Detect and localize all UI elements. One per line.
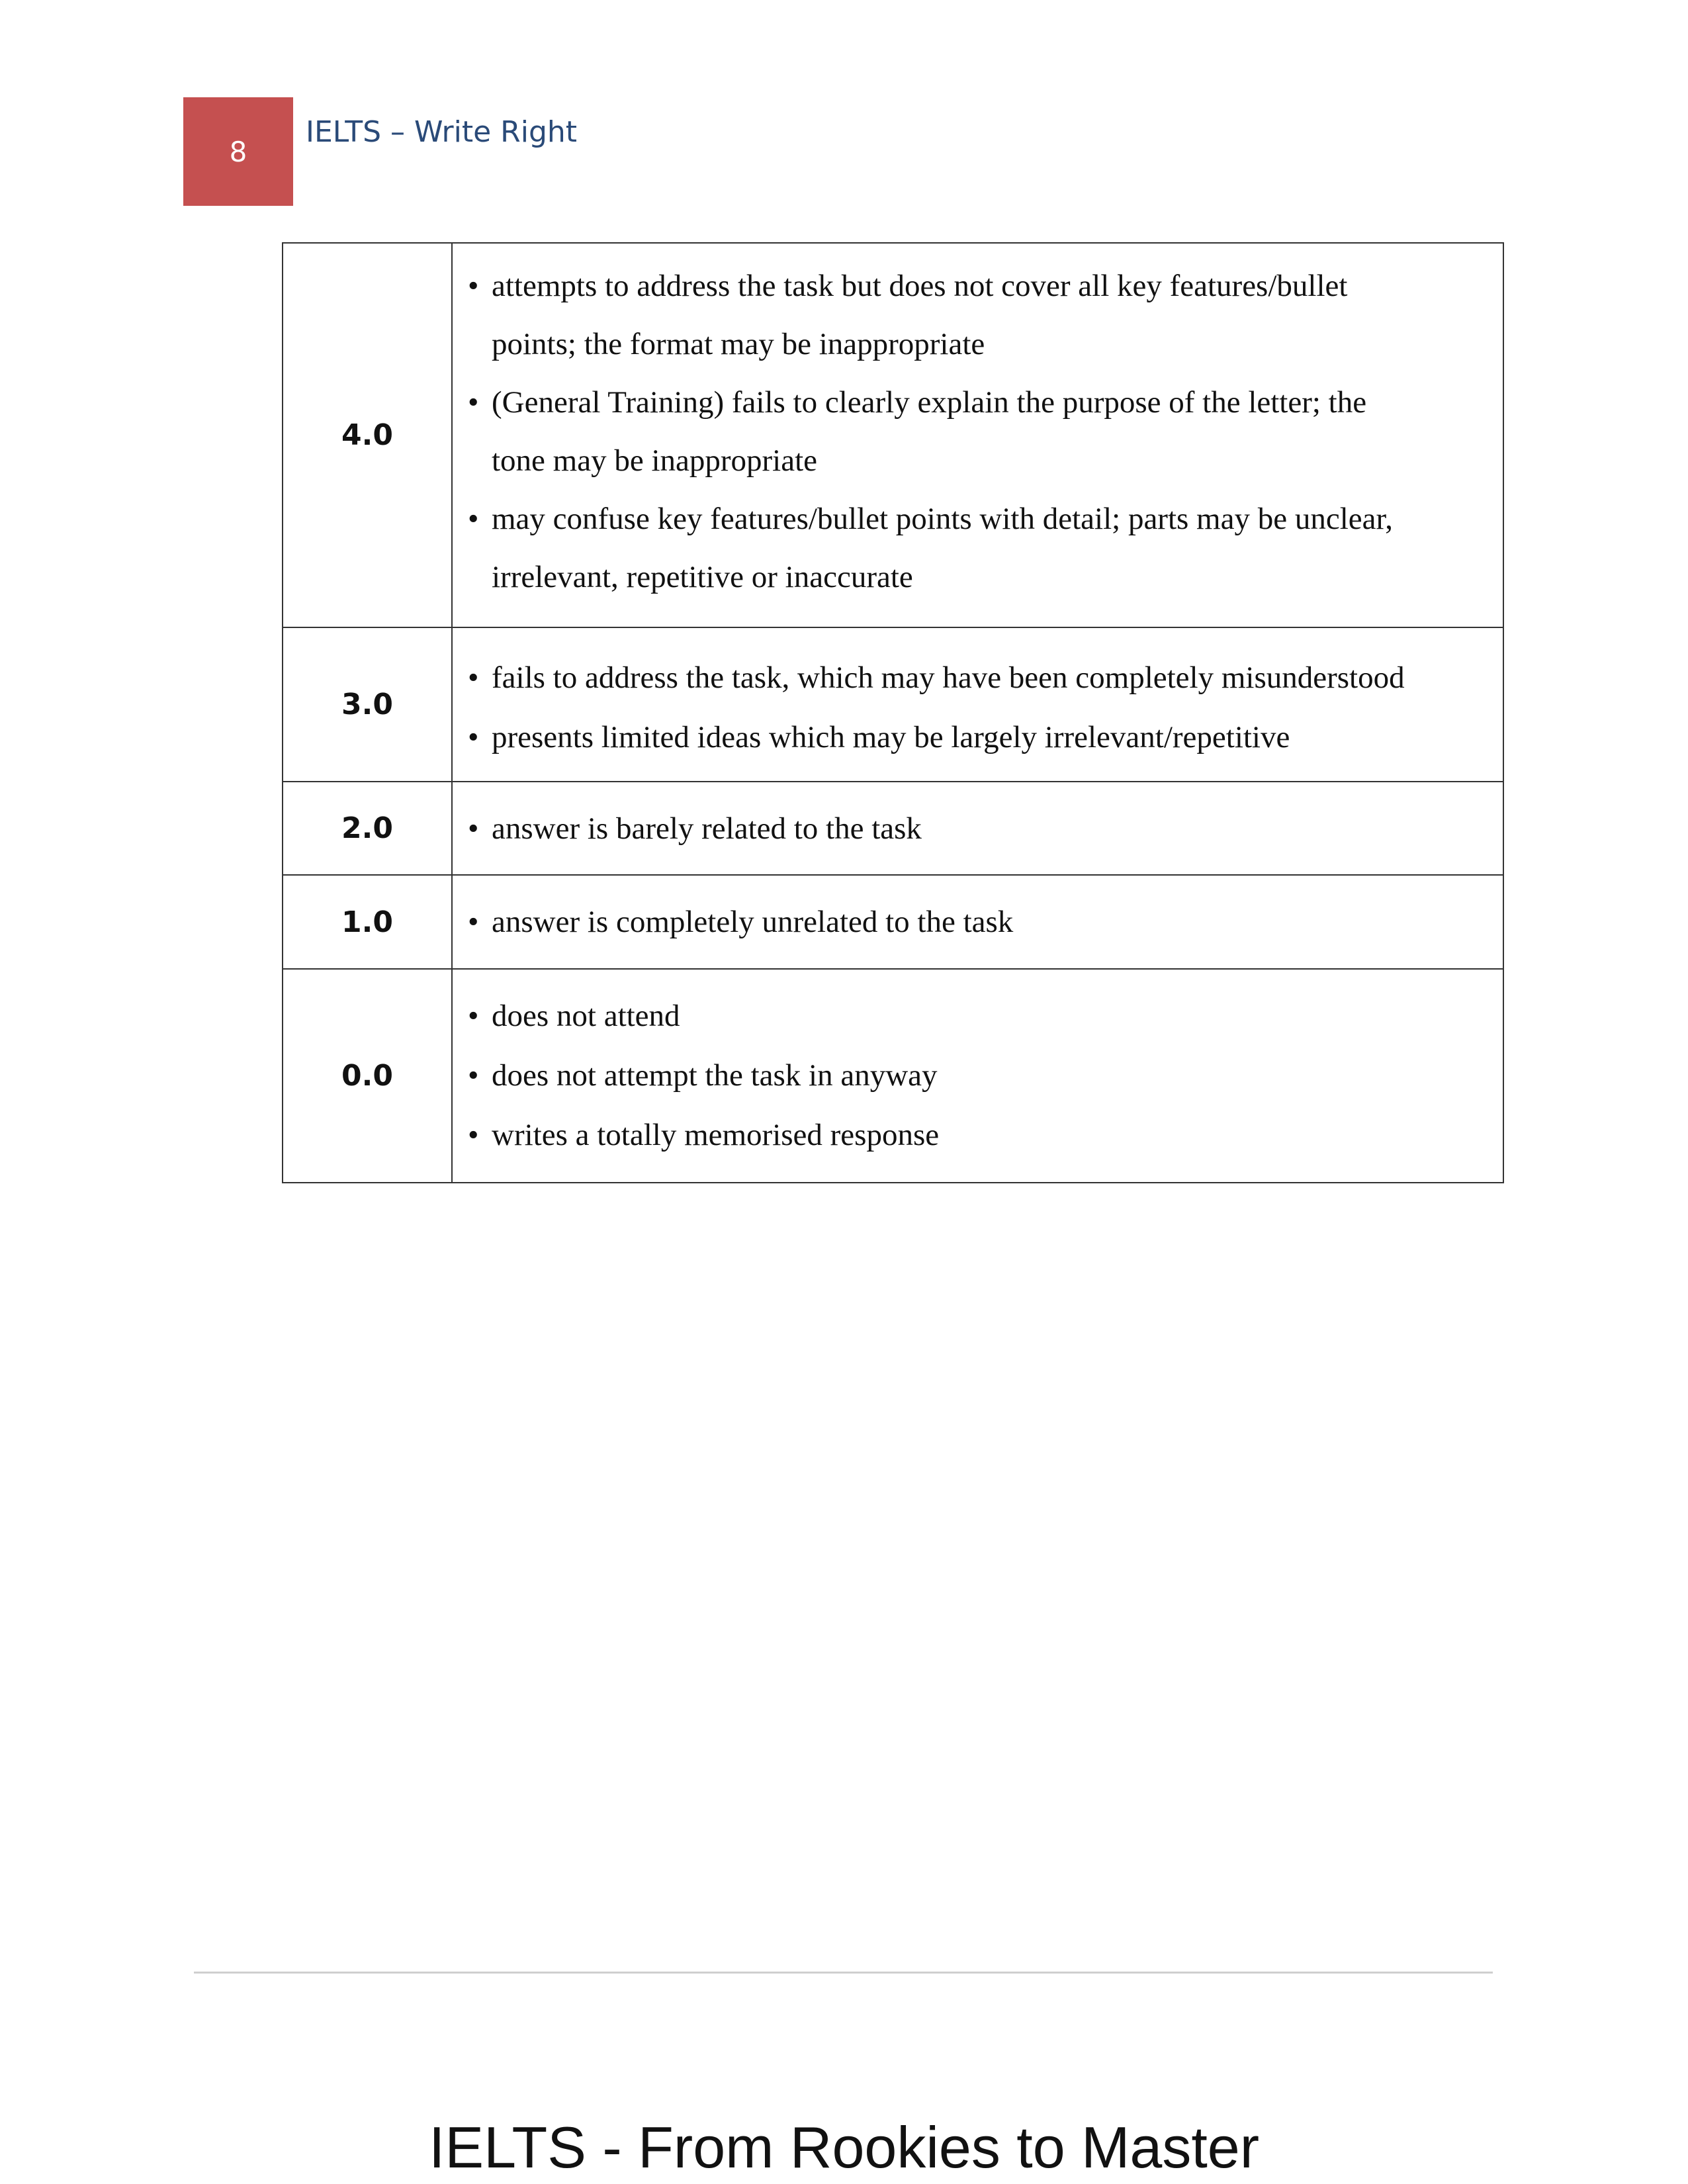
table-row bbox=[283, 875, 1503, 969]
descriptor-text: does not attempt the task in anyway bbox=[492, 1058, 938, 1093]
list-item bbox=[453, 892, 1503, 952]
descriptor-text: answer is barely related to the task bbox=[492, 811, 922, 846]
descriptor-text: writes a totally memorised response bbox=[492, 1118, 940, 1152]
band-score: 2.0 bbox=[283, 782, 452, 875]
bullet-icon: • bbox=[468, 811, 479, 846]
descriptor-text: may confuse key features/bullet points with detail; parts may be unclear, bbox=[492, 502, 1393, 536]
list-item bbox=[453, 257, 1503, 315]
descriptor-text: points; the format may be inappropriate bbox=[492, 327, 985, 361]
band-score: 0.0 bbox=[283, 969, 452, 1183]
page-number: 8 bbox=[229, 135, 247, 168]
bullet-icon: • bbox=[468, 502, 479, 536]
band-descriptors bbox=[452, 875, 1503, 969]
descriptor-text: attempts to address the task but does not cover all key features/bullet bbox=[492, 269, 1348, 303]
list-item bbox=[453, 1105, 1503, 1165]
page-number-badge bbox=[183, 97, 293, 206]
list-item-continuation bbox=[453, 432, 1503, 490]
list-item bbox=[453, 986, 1503, 1046]
list-item bbox=[453, 373, 1503, 432]
table-row bbox=[283, 627, 1503, 782]
band-score: 4.0 bbox=[283, 243, 452, 627]
band-descriptors bbox=[452, 969, 1503, 1183]
band-score: 1.0 bbox=[283, 875, 452, 969]
list-item bbox=[453, 648, 1503, 707]
bullet-icon: • bbox=[468, 1058, 479, 1093]
bullet-icon: • bbox=[468, 720, 479, 754]
band-score: 3.0 bbox=[283, 627, 452, 782]
descriptor-text: presents limited ideas which may be largely irrelevant/repetitive bbox=[492, 720, 1290, 754]
list-item-continuation bbox=[453, 548, 1503, 606]
table-row bbox=[283, 782, 1503, 875]
descriptor-text: tone may be inappropriate bbox=[492, 443, 818, 478]
bullet-icon: • bbox=[468, 905, 479, 939]
list-item bbox=[453, 490, 1503, 548]
descriptor-text: does not attend bbox=[492, 999, 680, 1033]
list-item-continuation bbox=[453, 315, 1503, 373]
list-item bbox=[453, 707, 1503, 767]
band-descriptors bbox=[452, 243, 1503, 627]
running-title: IELTS – Write Right bbox=[306, 115, 578, 149]
descriptor-text: irrelevant, repetitive or inaccurate bbox=[492, 560, 913, 594]
footer-divider bbox=[194, 1972, 1493, 1974]
bullet-icon: • bbox=[468, 999, 479, 1033]
descriptor-text: fails to address the task, which may have been completely misunderstood bbox=[492, 660, 1405, 695]
bullet-icon: • bbox=[468, 660, 479, 695]
descriptor-text: (General Training) fails to clearly explain the purpose of the letter; the bbox=[492, 385, 1367, 420]
bullet-icon: • bbox=[468, 1118, 479, 1152]
descriptor-text: answer is completely unrelated to the task bbox=[492, 905, 1014, 939]
table-row bbox=[283, 243, 1503, 627]
bullet-icon: • bbox=[468, 269, 479, 303]
list-item bbox=[453, 1046, 1503, 1105]
bullet-icon: • bbox=[468, 385, 479, 420]
table-row bbox=[283, 969, 1503, 1183]
band-descriptor-table bbox=[282, 242, 1504, 1183]
band-descriptors bbox=[452, 782, 1503, 875]
band-descriptors bbox=[452, 627, 1503, 782]
footer-title: IELTS - From Rookies to Master bbox=[428, 2115, 1260, 2180]
list-item bbox=[453, 799, 1503, 858]
